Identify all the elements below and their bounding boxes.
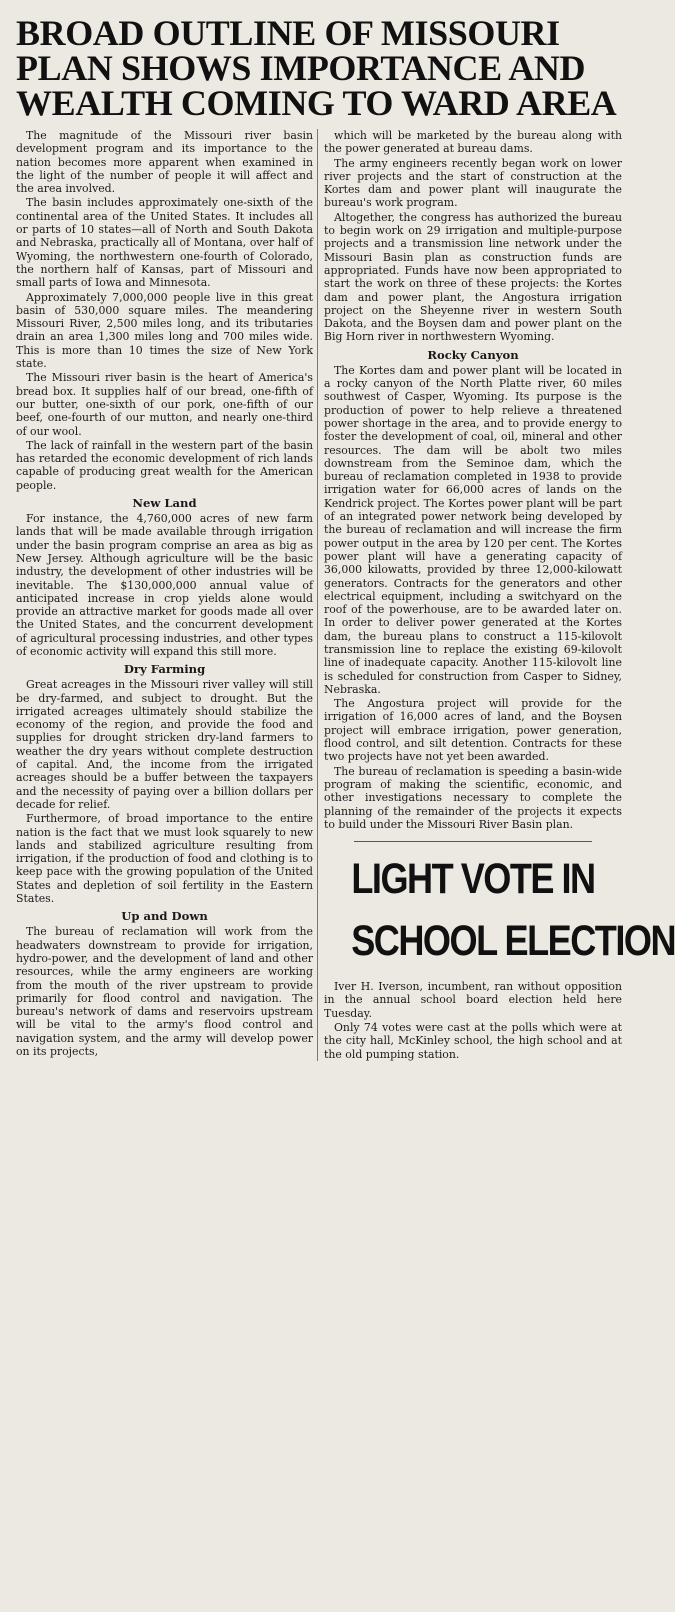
paragraph: Only 74 votes were cast at the polls which were at the city hall, McKinley school, the high school and at the old pumping station. xyxy=(324,1021,622,1061)
paragraph: which will be marketed by the bureau along with the power generated at bureau dams. xyxy=(324,129,622,156)
paragraph: Altogether, the congress has authorized the bureau to begin work on 29 irrigation and multiple-purpose projects and a transmission line network under the Missouri Basin plan as construction funds are appropriated. Funds have now been appropriated to start the work on three of these projects: the Kortes dam and power plant, the Angostura irrigation project on the Sheyenne river in western South Dakota, and the Boysen dam and power plant on the Big Horn river in northwestern Wyoming. xyxy=(324,210,622,344)
paragraph: Great acreages in the Missouri river valley will still be dry-farmed, and subject to drought. But the irrigated acreages ultimately should stabilize the economy of the region, and provide the food and supplies for drought stricken dry-land farmers to weather the dry years without complete destruction of capital. And, the income from the irrigated acreages should be a buffer between the taxpayers and the necessity of paying over a billion dollars per decade for relief. xyxy=(16,678,313,811)
headline: BROAD OUTLINE OF MISSOURI PLAN SHOWS IMPORTANCE AND WEALTH COMING TO WARD AREA xyxy=(16,13,617,123)
paragraph: The army engineers recently began work on lower river projects and the start of construction at the Kortes dam and power plant will inaugurate the bureau's work program. xyxy=(324,156,622,210)
paragraph: The Kortes dam and power plant will be located in a rocky canyon of the North Platte river, 60 miles southwest of Casper, Wyoming. Its purpose is the production of power to help relieve a threatened power shortage in the area, and to provide energy to foster the development of coal, oil, mineral and other resources. The dam will be abolt two miles downstream from the Seminoe dam, which the bureau of reclamation completed in 1938 to provide irrigation water for 66,000 acres of lands on the Kendrick project. The Kortes power plant will be part of an integrated power network being developed by the bureau of reclamation and will increase the firm power output in the area by 120 per cent. The Kortes power plant will have a generating capacity of 36,000 kilowatts, provided by three 12,000-kilowatt generators. Contracts for the generators and other electrical equipment, including a switchyard on the roof of the powerhouse, are to be awarded later on. In order to deliver power generated at the Kortes dam, the bureau plans to construct a 115-kilovolt transmission line to replace the existing 69-kilovolt line of inadequate capacity. Another 115-kilovolt line is scheduled for construction from Casper to Sidney, Nebraska. xyxy=(324,363,622,696)
article-columns xyxy=(16,129,675,1061)
paragraph: Approximately 7,000,000 people live in this great basin of 530,000 square miles. The meandering Missouri River, 2,500 miles long, and its tributaries drain an area 1,300 miles long and 700 miles wide. This is more than 10 times the size of New York state. xyxy=(16,290,313,371)
paragraph: The bureau of reclamation is speeding a basin-wide program of making the scientific, economic, and other investigations necessary to complete the planning of the remainder of the projects it expects to build under the Missouri River Basin plan. xyxy=(324,764,622,831)
subhead: Up and Down xyxy=(121,909,208,924)
paragraph: The Missouri river basin is the heart of America's bread box. It supplies half of our bread, one-fifth of our butter, one-sixth of our pork, one-fifth of our beef, one-fourth of our mutton, and nearly one-third of our wool. xyxy=(16,371,313,438)
left-column xyxy=(16,129,317,1061)
paragraph: Furthermore, of broad importance to the entire nation is the fact that we must look squarely to new lands and stabilized agriculture resulting from irrigation, if the production of food and clothing is to keep pace with the growing population of the United States and depletion of soil fertility in the Eastern States. xyxy=(16,812,313,906)
second-article-body xyxy=(324,980,622,1061)
article-divider xyxy=(354,841,592,842)
paragraph: Iver H. Iverson, incumbent, ran without opposition in the annual school board election held here Tuesday. xyxy=(324,980,622,1020)
paragraph: The basin includes approximately one-sixth of the continental area of the United States. It includes all or parts of 10 states—all of North and South Dakota and Nebraska, practically all of Montana, over half of Wyoming, the northwestern one-fourth of Colorado, the northern half of Kansas, part of Missouri and small parts of Iowa and Minnesota. xyxy=(16,196,313,290)
subhead: Dry Farming xyxy=(123,662,206,677)
paragraph: The magnitude of the Missouri river basin development program and its importance to the nation becomes more apparent when examined in the light of the number of people it will affect and the area involved. xyxy=(16,129,313,196)
right-column-text xyxy=(324,129,622,831)
second-headline-line-2: SCHOOL ELECTION xyxy=(351,917,675,966)
second-headline-line-1: LIGHT VOTE IN xyxy=(351,855,595,904)
subhead: Rocky Canyon xyxy=(427,347,519,362)
paragraph: The Angostura project will provide for the irrigation of 16,000 acres of land, and the Boysen project will embrace irrigation, power generation, flood control, and silt detention. Contracts for these two projects have not yet been awarded. xyxy=(324,697,622,764)
paragraph: For instance, the 4,760,000 acres of new farm lands that will be made available through irrigation under the basin program comprise an area as big as New Jersey. Although agriculture will be the basic industry, the development of other industries will be inevitable. The $130,000,000 annual value of anticipated increase in crop yields alone would provide an attractive market for goods made all over the United States, and the concurrent development of agricultural processing industries, and other types of economic activity will expand this still more. xyxy=(16,512,313,658)
right-column xyxy=(317,129,675,1061)
subhead: New Land xyxy=(132,496,197,511)
paragraph: The bureau of reclamation will work from the headwaters downstream to provide for irrigation, hydro-power, and the development of land and other resources, while the army engineers are working from the mouth of the river upstream to provide primarily for flood control and navigation. The bureau's network of dams and reservoirs upstream will be vital to the army's flood control and navigation system, and the army will develop power on its projects, xyxy=(16,925,313,1058)
paragraph: The lack of rainfall in the western part of the basin has retarded the economic development of rich lands capable of producing great wealth for the American people. xyxy=(16,438,313,492)
second-article xyxy=(324,848,675,1061)
